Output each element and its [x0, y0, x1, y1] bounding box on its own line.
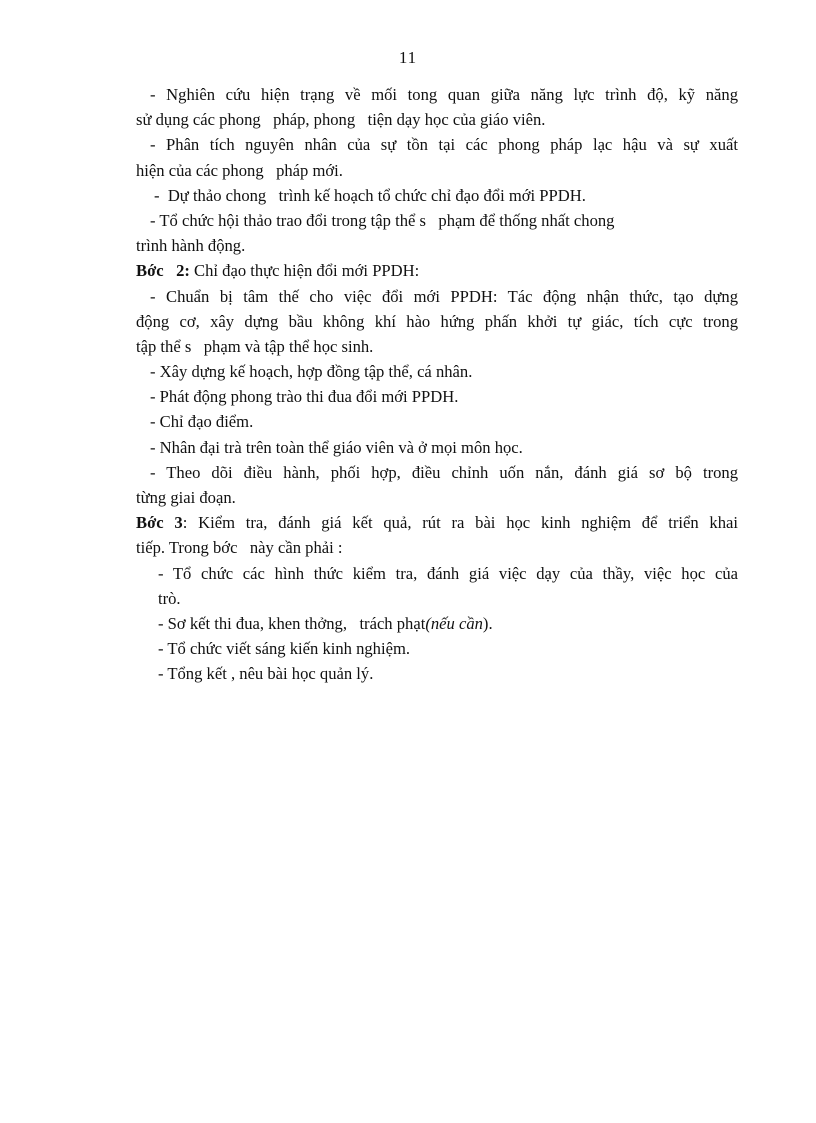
line-text: - Theo dõi điều hành, phối hợp, điều chỉnh uốn nắn, đánh giá sơ bộ trong: [150, 462, 738, 482]
line-text: trò.: [158, 588, 181, 608]
line-text: Chỉ đạo thực hiện đổi mới PPDH:: [189, 261, 420, 281]
line-text: tập thể s phạm và tập thể học sinh.: [136, 336, 374, 356]
italic-note: (nếu cần: [425, 613, 483, 633]
page-number: 11: [398, 48, 418, 67]
text-line: [136, 460, 738, 485]
line-text: hiện của các phong pháp mới.: [136, 160, 343, 180]
line-text: : Kiểm tra, đánh giá kết quả, rút ra bài học kinh nghiệm để triển khai: [182, 513, 738, 533]
line-text: trình hành động.: [136, 236, 246, 256]
text-line: [136, 485, 738, 510]
text-line: [136, 233, 738, 258]
line-text: - Sơ kết thi đua, khen thởng, trách phạt: [158, 613, 426, 633]
text-line: [136, 158, 738, 183]
text-line: [136, 435, 738, 460]
line-text: - Tổ chức các hình thức kiểm tra, đánh giá việc dạy của thầy, việc học của: [158, 563, 738, 583]
line-text: - Phát động phong trào thi đua đổi mới PPDH.: [150, 387, 459, 407]
step-label: Bớc 3: [136, 513, 183, 533]
text-line: [136, 661, 738, 686]
text-line: [136, 107, 738, 132]
line-text: tiếp. Trong bớc này cần phải :: [136, 538, 343, 558]
line-tail: ).: [482, 613, 493, 633]
line-text: - Chỉ đạo điểm.: [150, 412, 254, 432]
text-line: [136, 208, 738, 233]
text-line: [136, 359, 738, 384]
text-line: [136, 309, 738, 334]
line-text: - Tổ chức viết sáng kiến kinh nghiệm.: [158, 639, 411, 659]
text-line: [136, 384, 738, 409]
text-line: [136, 535, 738, 560]
text-line: [136, 409, 738, 434]
line-text: động cơ, xây dựng bầu không khí hào hứng phấn khởi tự giác, tích cực trong: [136, 311, 738, 331]
text-line: [136, 636, 738, 661]
line-text: - Phân tích nguyên nhân của sự tồn tại các phong pháp lạc hậu và sự xuất: [150, 135, 738, 155]
line-text: - Tổ chức hội thảo trao đổi trong tập thể s phạm để thống nhất chong: [150, 210, 615, 230]
line-text: - Dự thảo chong trình kế hoạch tổ chức chỉ đạo đổi mới PPDH.: [154, 185, 586, 205]
step-heading: [136, 258, 738, 283]
line-text: sử dụng các phong pháp, phong tiện dạy học của giáo viên.: [136, 110, 546, 130]
line-text: - Nghiên cứu hiện trạng về mối tong quan giữa năng lực trình độ, kỹ năng: [150, 85, 738, 104]
line-text: từng giai đoạn.: [136, 488, 236, 507]
text-line: [136, 334, 738, 359]
line-text: - Chuẩn bị tâm thế cho việc đổi mới PPDH: Tác động nhận thức, tạo dựng: [150, 286, 738, 306]
text-line: [136, 561, 738, 586]
step-label: Bớc 2:: [136, 261, 190, 281]
text-line: [136, 586, 738, 611]
line-text: - Nhân đại trà trên toàn thể giáo viên và ở mọi môn học.: [150, 437, 523, 457]
text-line: [136, 82, 738, 107]
document-body: [136, 82, 738, 687]
step-heading: [136, 510, 738, 535]
line-text: - Tổng kết , nêu bài học quản lý.: [158, 664, 374, 684]
text-line: [136, 183, 738, 208]
text-line: [136, 611, 738, 636]
line-text: - Xây dựng kế hoạch, hợp đồng tập thể, cá nhân.: [150, 362, 473, 382]
text-line: [136, 132, 738, 157]
text-line: [136, 284, 738, 309]
